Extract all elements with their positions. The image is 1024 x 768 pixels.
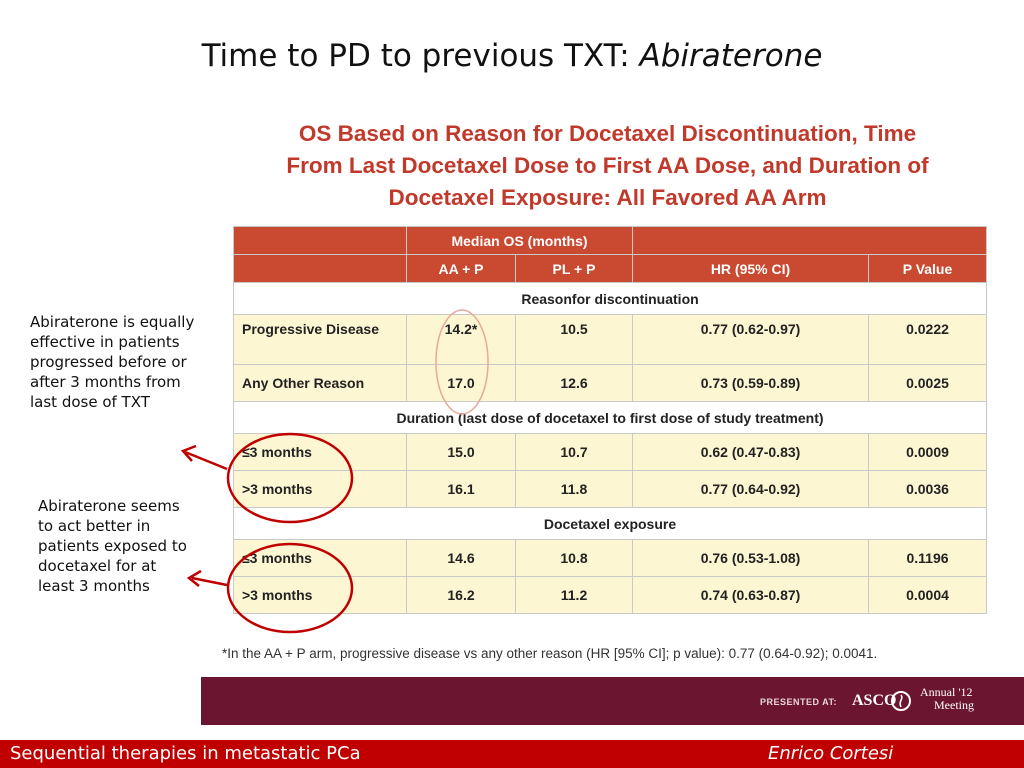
col-header-pl: PL + P xyxy=(516,255,633,283)
section-header xyxy=(234,508,987,540)
table-row xyxy=(234,434,987,471)
section-title: Duration (last dose of docetaxel to first dose of study treatment) xyxy=(234,402,987,434)
presented-at-label: PRESENTED AT: xyxy=(760,697,838,707)
cell-aa: 14.6 xyxy=(407,540,516,577)
row-label: Progressive Disease xyxy=(234,315,407,365)
cell-pl: 10.7 xyxy=(516,434,633,471)
cell-pl: 11.2 xyxy=(516,577,633,614)
footer-author: Enrico Cortesi xyxy=(768,743,894,764)
cell-p: 0.0009 xyxy=(869,434,987,471)
table-row xyxy=(234,577,987,614)
header-empty-cell-right xyxy=(633,227,987,255)
arrow-to-duration-icon xyxy=(183,446,227,469)
os-table xyxy=(233,226,987,614)
section-header xyxy=(234,283,987,315)
arrow-to-exposure-icon xyxy=(189,571,227,586)
slide-title-italic: Abiraterone xyxy=(639,38,823,74)
cell-aa: 16.1 xyxy=(407,471,516,508)
table-title-line-3: Docetaxel Exposure: All Favored AA Arm xyxy=(388,185,827,210)
row-label: >3 months xyxy=(234,471,407,508)
col-header-p: P Value xyxy=(869,255,987,283)
col-header-aa: AA + P xyxy=(407,255,516,283)
cell-p: 0.0004 xyxy=(869,577,987,614)
cell-pl: 10.5 xyxy=(516,315,633,365)
row-label: Any Other Reason xyxy=(234,365,407,402)
table-title xyxy=(205,118,1010,214)
section-header xyxy=(234,402,987,434)
header-empty-label xyxy=(234,255,407,283)
asco-flame-icon xyxy=(890,690,912,712)
row-label: >3 months xyxy=(234,577,407,614)
asco-logo-text: ASCO xyxy=(852,692,897,709)
table-title-line-1: OS Based on Reason for Docetaxel Discontinuation, Time xyxy=(298,121,917,146)
slide-title xyxy=(0,38,1024,74)
table-footnote: *In the AA + P arm, progressive disease vs any other reason (HR [95% CI]; p value): 0.77 (0.64-0.92); 0.0041. xyxy=(222,646,878,661)
annotation-note-duration: Abiraterone is equally effective in patients progressed before or after 3 months from last dose of TXT xyxy=(30,313,195,411)
cell-pl: 12.6 xyxy=(516,365,633,402)
header-row-columns xyxy=(234,255,987,283)
cell-aa: 14.2* xyxy=(407,315,516,365)
table-row xyxy=(234,315,987,365)
cell-hr: 0.62 (0.47-0.83) xyxy=(633,434,869,471)
annual-meeting-label xyxy=(920,686,974,712)
table-row xyxy=(234,471,987,508)
cell-p: 0.0222 xyxy=(869,315,987,365)
section-title: Docetaxel exposure xyxy=(234,508,987,540)
cell-p: 0.0025 xyxy=(869,365,987,402)
table-title-line-2: From Last Docetaxel Dose to First AA Dose, and Duration of xyxy=(286,153,929,178)
table-row xyxy=(234,365,987,402)
col-header-hr: HR (95% CI) xyxy=(633,255,869,283)
row-label: ≤3 months xyxy=(234,434,407,471)
annual-meeting-line-1: Annual '12 xyxy=(920,685,973,699)
cell-aa: 16.2 xyxy=(407,577,516,614)
annual-meeting-line-2: Meeting xyxy=(934,698,974,712)
header-median-os: Median OS (months) xyxy=(407,227,633,255)
cell-pl: 10.8 xyxy=(516,540,633,577)
annotation-note-exposure: Abiraterone seems to act better in patients exposed to docetaxel for at least 3 months xyxy=(38,497,187,595)
cell-hr: 0.77 (0.62-0.97) xyxy=(633,315,869,365)
cell-hr: 0.74 (0.63-0.87) xyxy=(633,577,869,614)
cell-pl: 11.8 xyxy=(516,471,633,508)
cell-hr: 0.76 (0.53-1.08) xyxy=(633,540,869,577)
header-row-group xyxy=(234,227,987,255)
cell-p: 0.1196 xyxy=(869,540,987,577)
cell-hr: 0.73 (0.59-0.89) xyxy=(633,365,869,402)
row-label: ≤3 months xyxy=(234,540,407,577)
footer-title: Sequential therapies in metastatic PCa xyxy=(10,743,361,764)
cell-aa: 17.0 xyxy=(407,365,516,402)
table-row xyxy=(234,540,987,577)
header-empty-cell xyxy=(234,227,407,255)
cell-aa: 15.0 xyxy=(407,434,516,471)
section-title: Reasonfor discontinuation xyxy=(234,283,987,315)
footer-bar xyxy=(0,740,1024,768)
cell-hr: 0.77 (0.64-0.92) xyxy=(633,471,869,508)
slide-title-main: Time to PD to previous TXT: xyxy=(201,38,640,74)
cell-p: 0.0036 xyxy=(869,471,987,508)
